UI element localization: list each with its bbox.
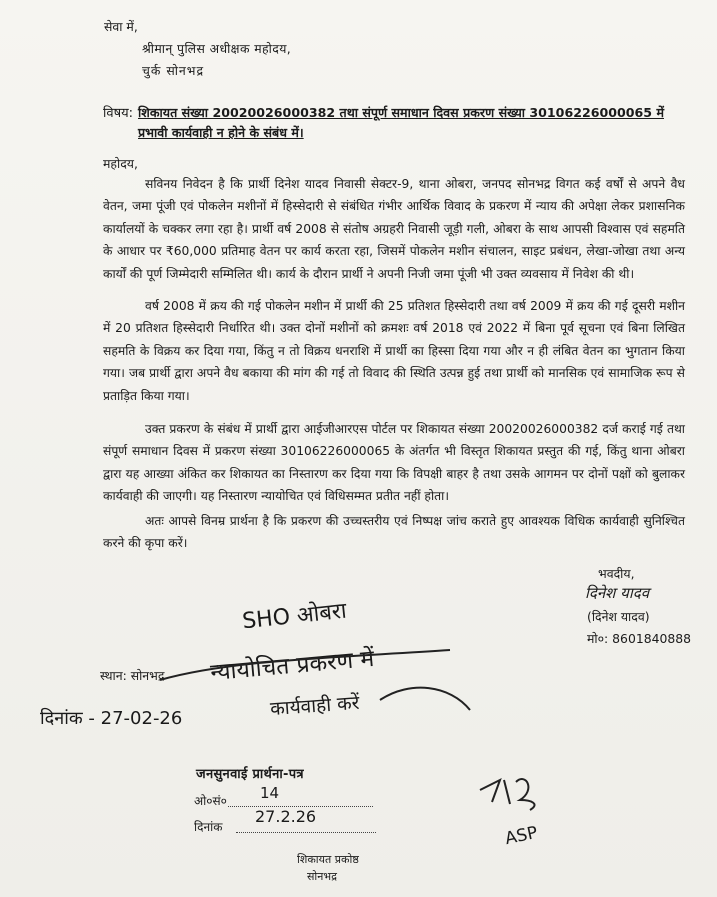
subject-text: शिकायत संख्या 20020026000382 तथा संपूर्ण समाधान दिवस प्रकरण संख्या 30106226000065 में प्रभावी कार्यवाही न होने के संबंध में। — [138, 105, 664, 140]
salutation-to: सेवा में, — [104, 19, 138, 34]
paragraph-4: अतः आपसे विनम्र प्रार्थना है कि प्रकरण की उच्चस्तरीय एवं निष्पक्ष जांच कराते हुए आवश्यक विधिक कार्यवाही सुनिश्चित करने की कृपा करें। — [103, 514, 685, 551]
handwritten-sho: SHO ओबरा — [241, 598, 348, 635]
handwritten-initials-asp: ASP — [503, 822, 540, 850]
subject-label: विषय: — [103, 106, 134, 121]
stamp-date-value: 27.2.26 — [255, 807, 317, 826]
stamp-office: शिकायत प्रकोष्ठ — [297, 853, 359, 866]
stamp-title: जनसुनवाई प्रार्थना-पत्र — [196, 767, 304, 782]
stamp-date-line — [236, 832, 376, 833]
stamp-number-label: ओ०सं० — [194, 794, 227, 808]
handwritten-signature-right: दिनेश यादव — [585, 584, 650, 602]
handwritten-note-1: न्यायोचित प्रकरण में — [209, 645, 376, 687]
stamp-number-value: 14 — [260, 784, 280, 802]
handwritten-date: दिनांक - 27-02-26 — [40, 708, 183, 729]
recipient-location: चुर्क सोनभद्र — [142, 63, 205, 78]
signer-name: (दिनेश यादव) — [587, 609, 650, 624]
stamp-date-label: दिनांक — [194, 820, 223, 834]
paragraph-1: सविनय निवेदन है कि प्रार्थी दिनेश यादव निवासी सेक्टर-9, थाना ओबरा, जनपद सोनभद्र विगत कई वर्षों से अपने वैध वेतन, जमा पूंजी एवं पोकलेन मशीनों में हिस्सेदारी से संबंधित गंभीर आर्थिक विवाद के प्रकरण में न्याय की अपेक्षा लेकर प्रशासनिक कार्यालयों के चक्कर लगा रहा है। प्रार्थी वर्ष 2008 से संतोष अग्रहरी निवासी जूड़ी गली, ओबरा के साथ आपसी विश्वास एवं सहमति के आधार पर ₹60,000 प्रतिमाह वेतन पर कार्य करता रहा, जिसमें पोकलेन मशीन संचालन, साइट प्रबंधन, लेखा-जोखा तथा अन्य कार्यों की पूर्ण जिम्मेदारी सम्मिलित थी। कार्य के दौरान प्रार्थी ने अपनी निजी जमा पूंजी भी उक्त व्यवसाय में निवेश की थी। — [103, 177, 685, 281]
closing: भवदीय, — [598, 566, 635, 581]
handwritten-note-2: कार्यवाही करें — [269, 691, 361, 721]
handwriting-strokes — [150, 640, 480, 730]
signer-mobile: मो०: 8601840888 — [587, 631, 692, 646]
greeting: महोदय, — [103, 156, 138, 171]
stamp-office-place: सोनभद्र — [307, 870, 337, 883]
paragraph-2: वर्ष 2008 में क्रय की गई पोकलेन मशीन में प्रार्थी की 25 प्रतिशत हिस्सेदारी तथा वर्ष 2009 में क्रय की गई दूसरी मशीन में 20 प्रतिशत हिस्सेदारी निर्धारित थी। उक्त दोनों मशीनों को क्रमशः वर्ष 2018 एवं 2022 में बिना पूर्व सूचना एवं बिना लिखित सहमति के विक्रय कर दिया गया, किंतु न तो विक्रय धनराशि में प्रार्थी का हिस्सा दिया गया और न ही लंबित वेतन का भुगतान किया गया। जब प्रार्थी द्वारा अपने वैध बकाया की मांग की गई तो विवाद की स्थिति उत्पन्न हुई तथा प्रार्थी को मानसिक एवं सामाजिक रूप से प्रताड़ित किया गया। — [103, 299, 685, 403]
recipient: श्रीमान् पुलिस अधीक्षक महोदय, — [142, 41, 292, 56]
paragraph-3: उक्त प्रकरण के संबंध में प्रार्थी द्वारा आईजीआरएस पोर्टल पर शिकायत संख्या 20020026000382 दर्ज कराई गई तथा संपूर्ण समाधान दिवस में प्रकरण संख्या 30106226000065 के अंतर्गत भी विस्तृत शिकायत प्रस्तुत की गई, किंतु थाना ओबरा द्वारा यह आख्या अंकित कर शिकायत का निस्तारण कर दिया गया कि विपक्षी बाहर है तथा उसके आगमन पर दोनों पक्षों को बुलाकर कार्यवाही की जाएगी। यह निस्तारण न्यायोचित एवं विधिसम्मत प्रतीत नहीं होता। — [103, 422, 685, 504]
place: स्थान: सोनभद्र — [100, 668, 165, 683]
